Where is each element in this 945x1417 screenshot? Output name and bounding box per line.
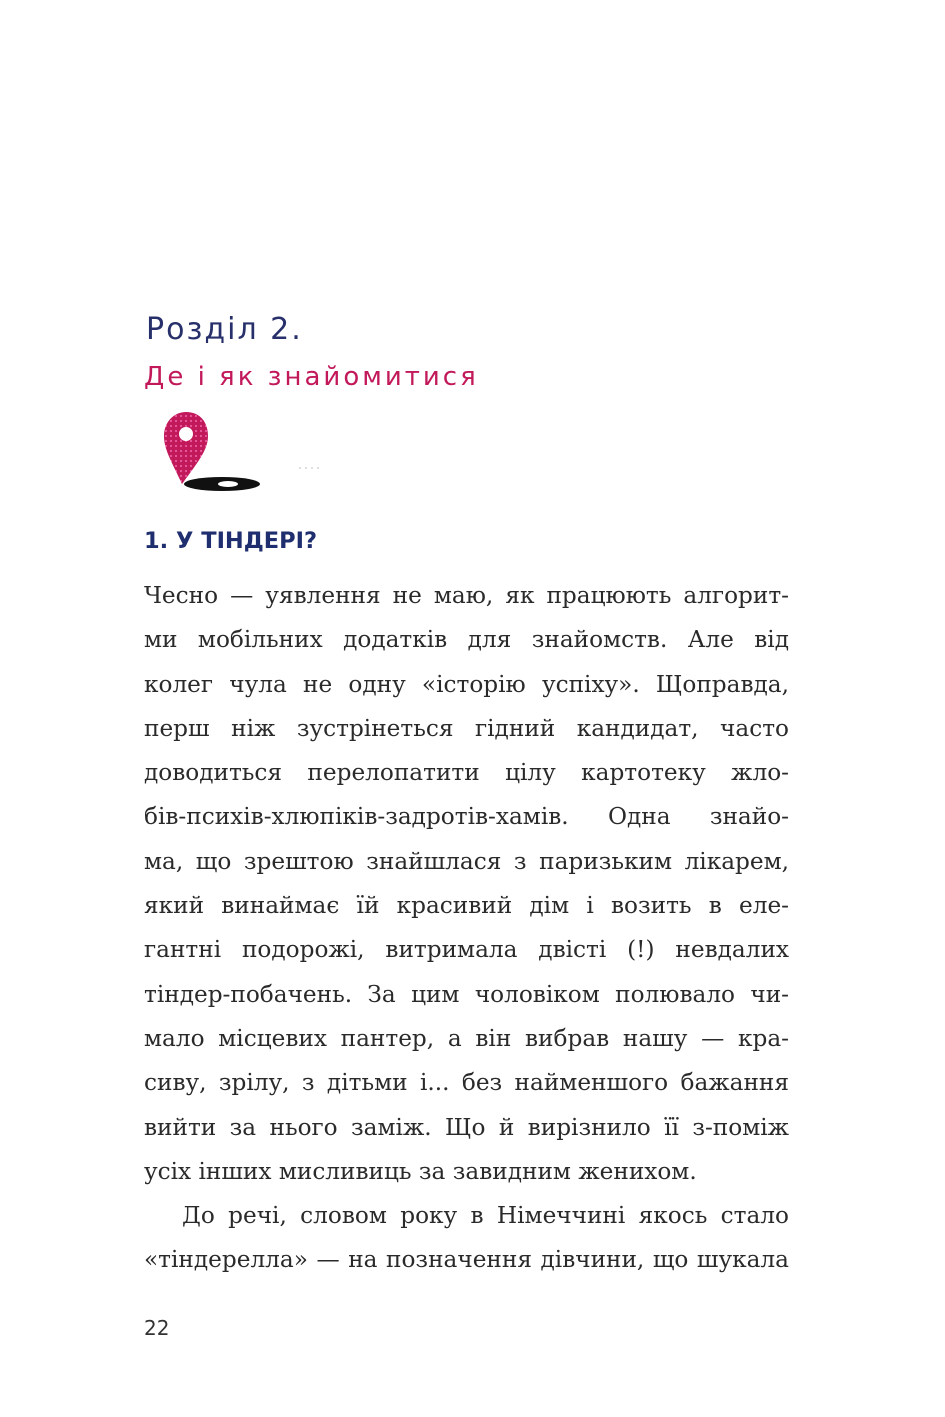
text-line: який винаймає їй красивий дім і возить в еле- — [144, 892, 789, 920]
text-line: доводиться перелопатити цілу картотеку жло- — [144, 759, 789, 787]
text-line: перш ніж зустрінеться гідний кандидат, часто — [144, 714, 789, 742]
text-line: Чесно — уявлення не маю, як працюють алгорит- — [144, 582, 789, 609]
text-line: До речі, словом року в Німеччині якось стало — [182, 1202, 789, 1230]
text-line: «тіндерелла» — на позначення дівчини, що шукала — [144, 1246, 789, 1274]
page-number: 22 — [144, 1316, 170, 1340]
map-pin-icon — [160, 410, 340, 500]
text-line: гантні подорожі, витримала двісті (!) невдалих — [144, 936, 789, 964]
chapter-label: Розділ 2. — [146, 312, 303, 347]
text-line: мало місцевих пантер, а він вибрав нашу — кра- — [144, 1024, 789, 1052]
text-line: усіх інших мисливиць за завидним женихом. — [144, 1157, 697, 1185]
section-heading: 1. У ТІНДЕРІ? — [144, 528, 318, 554]
body-text — [144, 574, 789, 1283]
chapter-title: Де і як знайомитися — [144, 362, 479, 392]
text-line: ма, що зрештою знайшлася з паризьким лікарем, — [144, 847, 789, 875]
text-line: колег чула не одну «історію успіху». Щоправда, — [144, 670, 789, 698]
text-line: сиву, зрілу, з дітьми і... без найменшого бажання — [144, 1069, 789, 1097]
text-line: вийти за нього заміж. Що й вирізнило її з-поміж — [144, 1113, 789, 1141]
text-line: ми мобільних додатків для знайомств. Але від — [144, 626, 789, 654]
text-line: тіндер-побачень. За цим чоловіком полювало чи- — [144, 980, 789, 1008]
text-line: бів-психів-хлюпіків-задротів-хамів. Одна знайо- — [144, 803, 789, 831]
